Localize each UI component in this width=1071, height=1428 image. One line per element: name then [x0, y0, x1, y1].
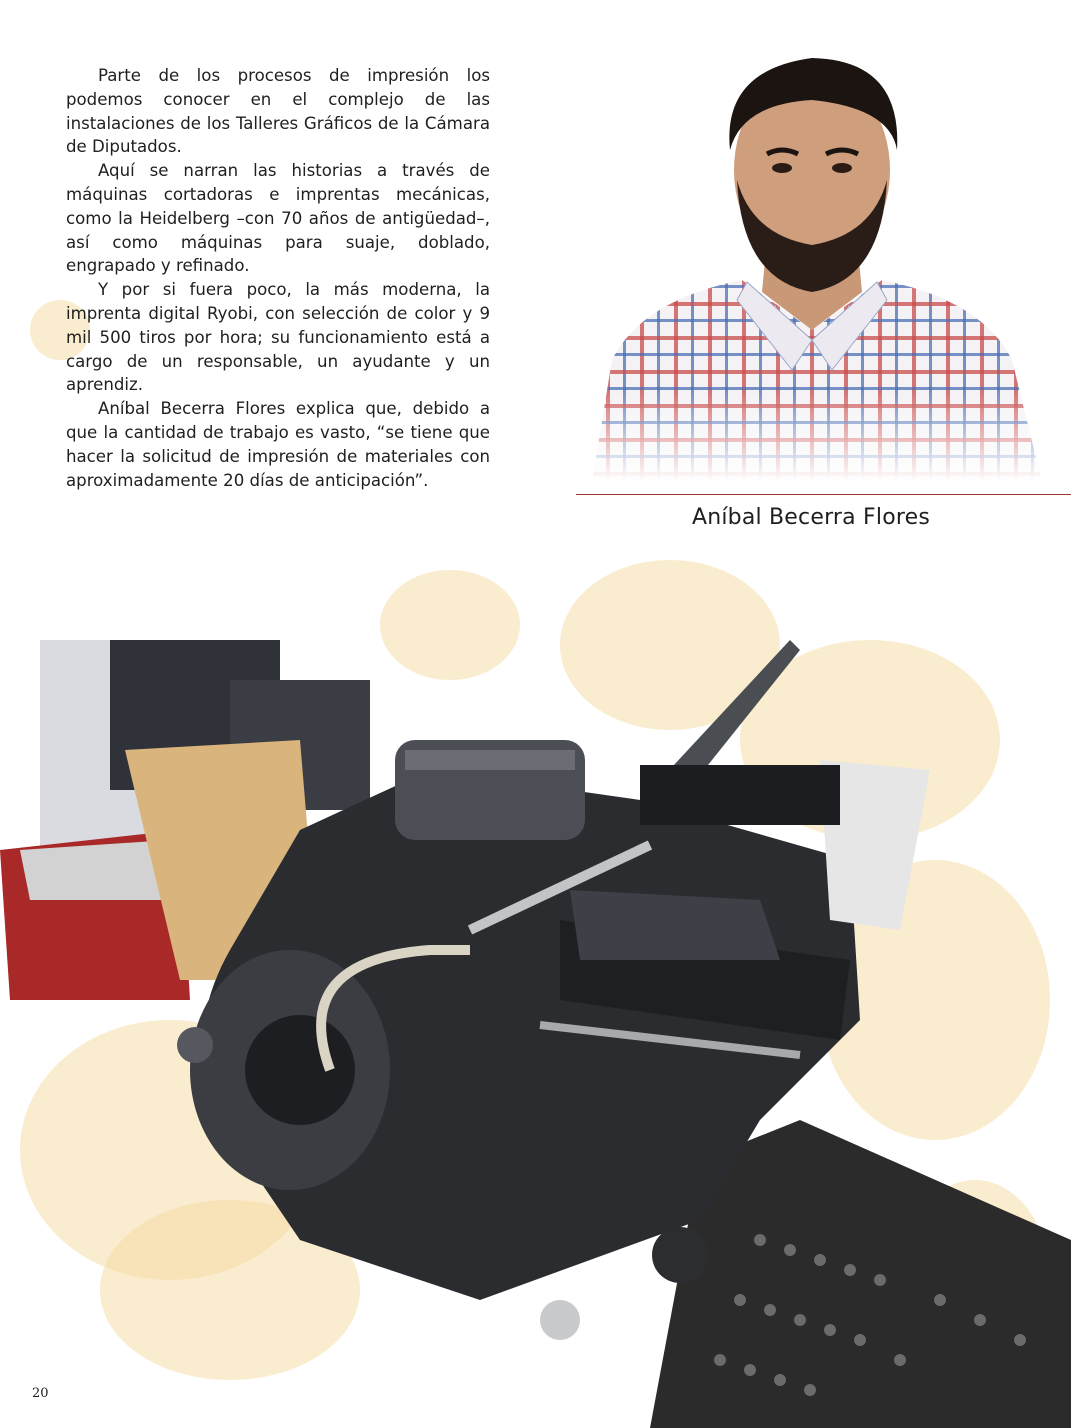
paragraph-1: Parte de los procesos de impresión los podemos conocer en el complejo de las instalaciones de los Talleres Gráficos de la Cámara de Diputados.: [66, 66, 490, 157]
photo-caption: Aníbal Becerra Flores: [691, 505, 931, 530]
caption-divider: [576, 494, 1071, 495]
printing-press-photo: [0, 600, 1071, 1428]
paragraph-2: Aquí se narran las historias a través de máquinas cortadoras e imprentas mecánicas, como la Heidelberg –con 70 años de antigüedad–, así como máquinas para suaje, doblado, engrapado y refinado.: [66, 161, 490, 276]
paragraph-3: Y por si fuera poco, la más moderna, la imprenta digital Ryobi, con selección de color y 9 mil 500 tiros por hora; su funcionamiento está a cargo de un responsable, un ayudante y un aprendiz.: [66, 280, 490, 395]
article-body: [66, 64, 490, 492]
portrait-photo: [572, 30, 1052, 482]
page-number: 20: [32, 1386, 49, 1401]
paragraph-4: Aníbal Becerra Flores explica que, debido a que la cantidad de trabajo es vasto, “se tiene que hacer la solicitud de impresión de materiales con aproximadamente 20 días de anticipación”.: [66, 399, 490, 490]
